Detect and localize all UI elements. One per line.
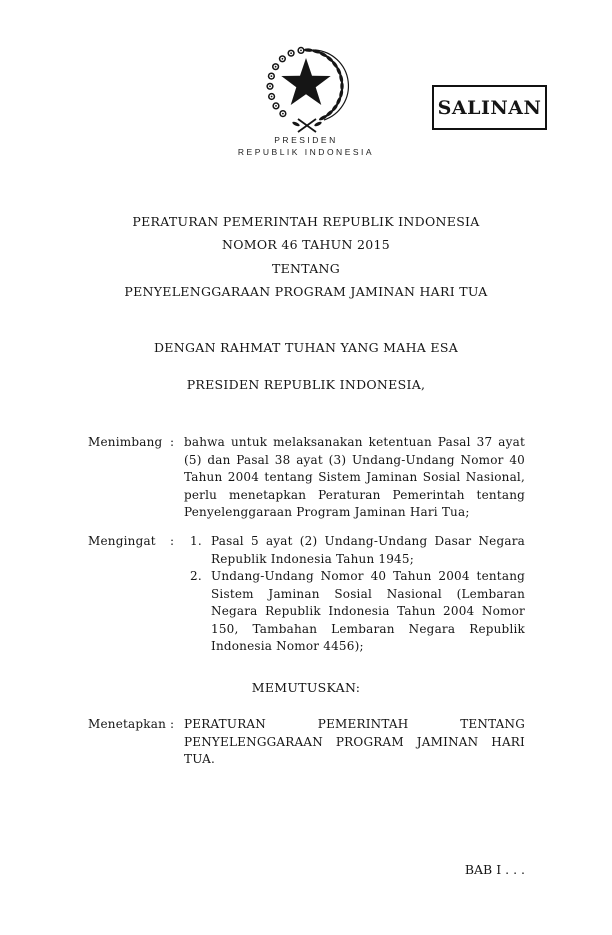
invocation-line: DENGAN RAHMAT TUHAN YANG MAHA ESA — [153, 340, 459, 355]
enactment-text: PERATURAN PEMERINTAH TENTANG PENYELENGGARAAN PROGRAM JAMINAN HARI TUA. — [184, 717, 525, 766]
considering-colon: : — [170, 435, 175, 449]
regulation-title — [0, 210, 612, 304]
list-item-number: 2. — [190, 569, 202, 583]
list-item-text: Pasal 5 ayat (2) Undang-Undang Dasar Negara Republik Indonesia Tahun 1945; — [211, 534, 525, 566]
decision-heading: MEMUTUSKAN: — [251, 680, 361, 695]
in-view-of-colon: : — [170, 534, 175, 548]
title-line-1: PERATURAN PEMERINTAH REPUBLIK INDONESIA — [132, 214, 480, 229]
title-line-2: NOMOR 46 TAHUN 2015 — [221, 237, 391, 253]
title-line-3: TENTANG — [271, 260, 341, 276]
list-item — [190, 533, 525, 568]
salinan-stamp-label: SALINAN — [437, 96, 542, 119]
star-shape — [281, 58, 330, 105]
letterhead-line-presiden: PRESIDEN — [274, 135, 338, 145]
title-line-4: PENYELENGGARAAN PROGRAM JAMINAN HARI TUA — [124, 284, 488, 300]
in-view-of-section — [88, 533, 525, 656]
national-emblem-icon — [252, 42, 360, 134]
list-item-number: 1. — [190, 534, 202, 548]
letterhead — [0, 135, 612, 158]
authority-line: PRESIDEN REPUBLIK INDONESIA, — [186, 377, 426, 392]
continuation-cue: BAB I . . . — [464, 862, 525, 877]
letterhead-line-republik: REPUBLIK INDONESIA — [237, 146, 375, 157]
list-item-text: Undang-Undang Nomor 40 Tahun 2004 tentang Sistem Jaminan Sosial Nasional (Lembaran Negara Republik Indonesia Tahun 2004 Nomor 150, Tambahan Lembaran Negara Republik Indonesia Nomor 4456); — [211, 569, 525, 653]
enactment-colon: : — [170, 717, 175, 731]
in-view-of-label: Mengingat — [88, 534, 156, 548]
enactment-section — [88, 716, 525, 769]
enactment-label: Menetapkan — [88, 717, 167, 731]
in-view-of-list — [184, 533, 525, 656]
considering-label: Menimbang — [88, 435, 163, 449]
list-item — [190, 568, 525, 656]
salinan-stamp — [432, 85, 547, 130]
considering-section — [88, 434, 525, 522]
considering-text: bahwa untuk melaksanakan ketentuan Pasal 37 ayat (5) dan Pasal 38 ayat (3) Undang-Undang Nomor 40 Tahun 2004 tentang Sistem Jaminan Sosial Nasional, perlu menetapkan Peraturan Pemerintah tentang Penyelenggaraan Program Jaminan Hari Tua; — [184, 435, 525, 519]
